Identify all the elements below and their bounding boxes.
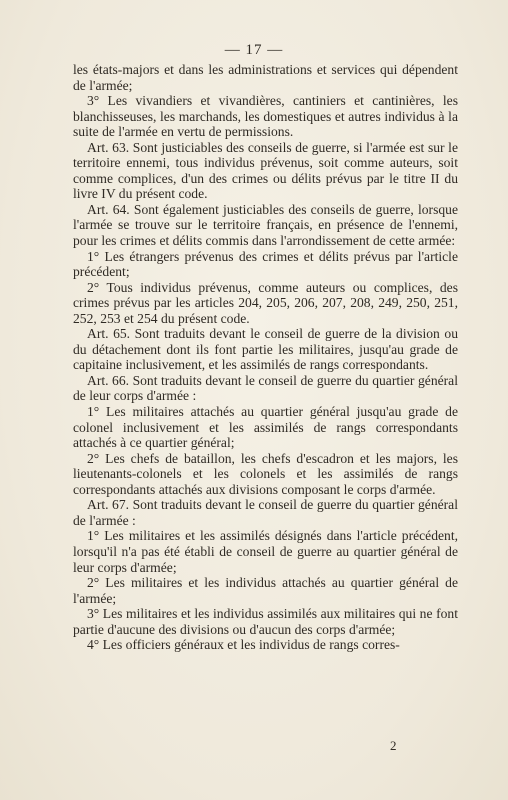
paragraph: Art. 65. Sont traduits devant le conseil de guerre de la division ou du détachement dont ils font partie les militaires, jusqu'au grade de capitaine inclusivement, et les assimilés de rangs correspondants. xyxy=(73,326,458,373)
signature-mark: 2 xyxy=(390,738,397,753)
paragraph: Art. 67. Sont traduits devant le conseil de guerre du quartier général de l'armée : xyxy=(73,497,458,528)
paragraph: Art. 63. Sont justiciables des conseils de guerre, si l'armée est sur le territoire ennemi, tous individus prévenus, soit comme auteurs, soit comme complices, d'un des crimes ou délits prévus par le titre II du livre IV du présent code. xyxy=(73,139,458,202)
paragraph: 4° Les officiers généraux et les individus de rangs corres- xyxy=(87,637,400,653)
paragraph: 2° Tous individus prévenus, comme auteurs ou complices, des crimes prévus par les articles 204, 205, 206, 207, 208, 249, 250, 251, 252, 253 et 254 du présent code. xyxy=(73,279,458,326)
paragraph: 1° Les militaires attachés au quartier général jusqu'au grade de colonel inclusivement et les assimilés de rangs correspondants attachés à ce quartier général; xyxy=(73,404,458,451)
paragraph: les états-majors et dans les administrations et services qui dépendent de l'armée; xyxy=(73,62,458,93)
paragraph: 3° Les vivandiers et vivandières, cantiniers et cantinières, les blanchisseuses, les marchands, les domestiques et autres individus à la suite de l'armée en vertu de permissions. xyxy=(73,93,458,140)
page-number: — 17 — xyxy=(224,42,284,58)
paragraph: 2° Les chefs de bataillon, les chefs d'escadron et les majors, les lieutenants-colonels et les colonels et les assimilés de rangs correspondants attachés aux divisions composant le corps d'armée. xyxy=(73,450,458,497)
paragraph: 3° Les militaires et les individus assimilés aux militaires qui ne font partie d'aucune des divisions ou d'aucun des corps d'armée; xyxy=(73,606,458,637)
paragraph: Art. 66. Sont traduits devant le conseil de guerre du quartier général de leur corps d'armée : xyxy=(73,372,458,404)
paragraph: 2° Les militaires et les individus attachés au quartier général de l'armée; xyxy=(73,575,458,606)
paragraph: 1° Les étrangers prévenus des crimes et délits prévus par l'article précédent; xyxy=(73,248,458,280)
paragraph: Art. 64. Sont également justiciables des conseils de guerre, lorsque l'armée se trouve sur le territoire français, en présence de l'ennemi, pour les crimes et délits commis dans l'arrondissement de cette armée: xyxy=(73,201,458,249)
body-text xyxy=(73,62,458,653)
paragraph: 1° Les militaires et les assimilés désignés dans l'article précédent, lorsqu'il n'a pas été établi de conseil de guerre au quartier général de leur corps d'armée; xyxy=(73,528,458,575)
